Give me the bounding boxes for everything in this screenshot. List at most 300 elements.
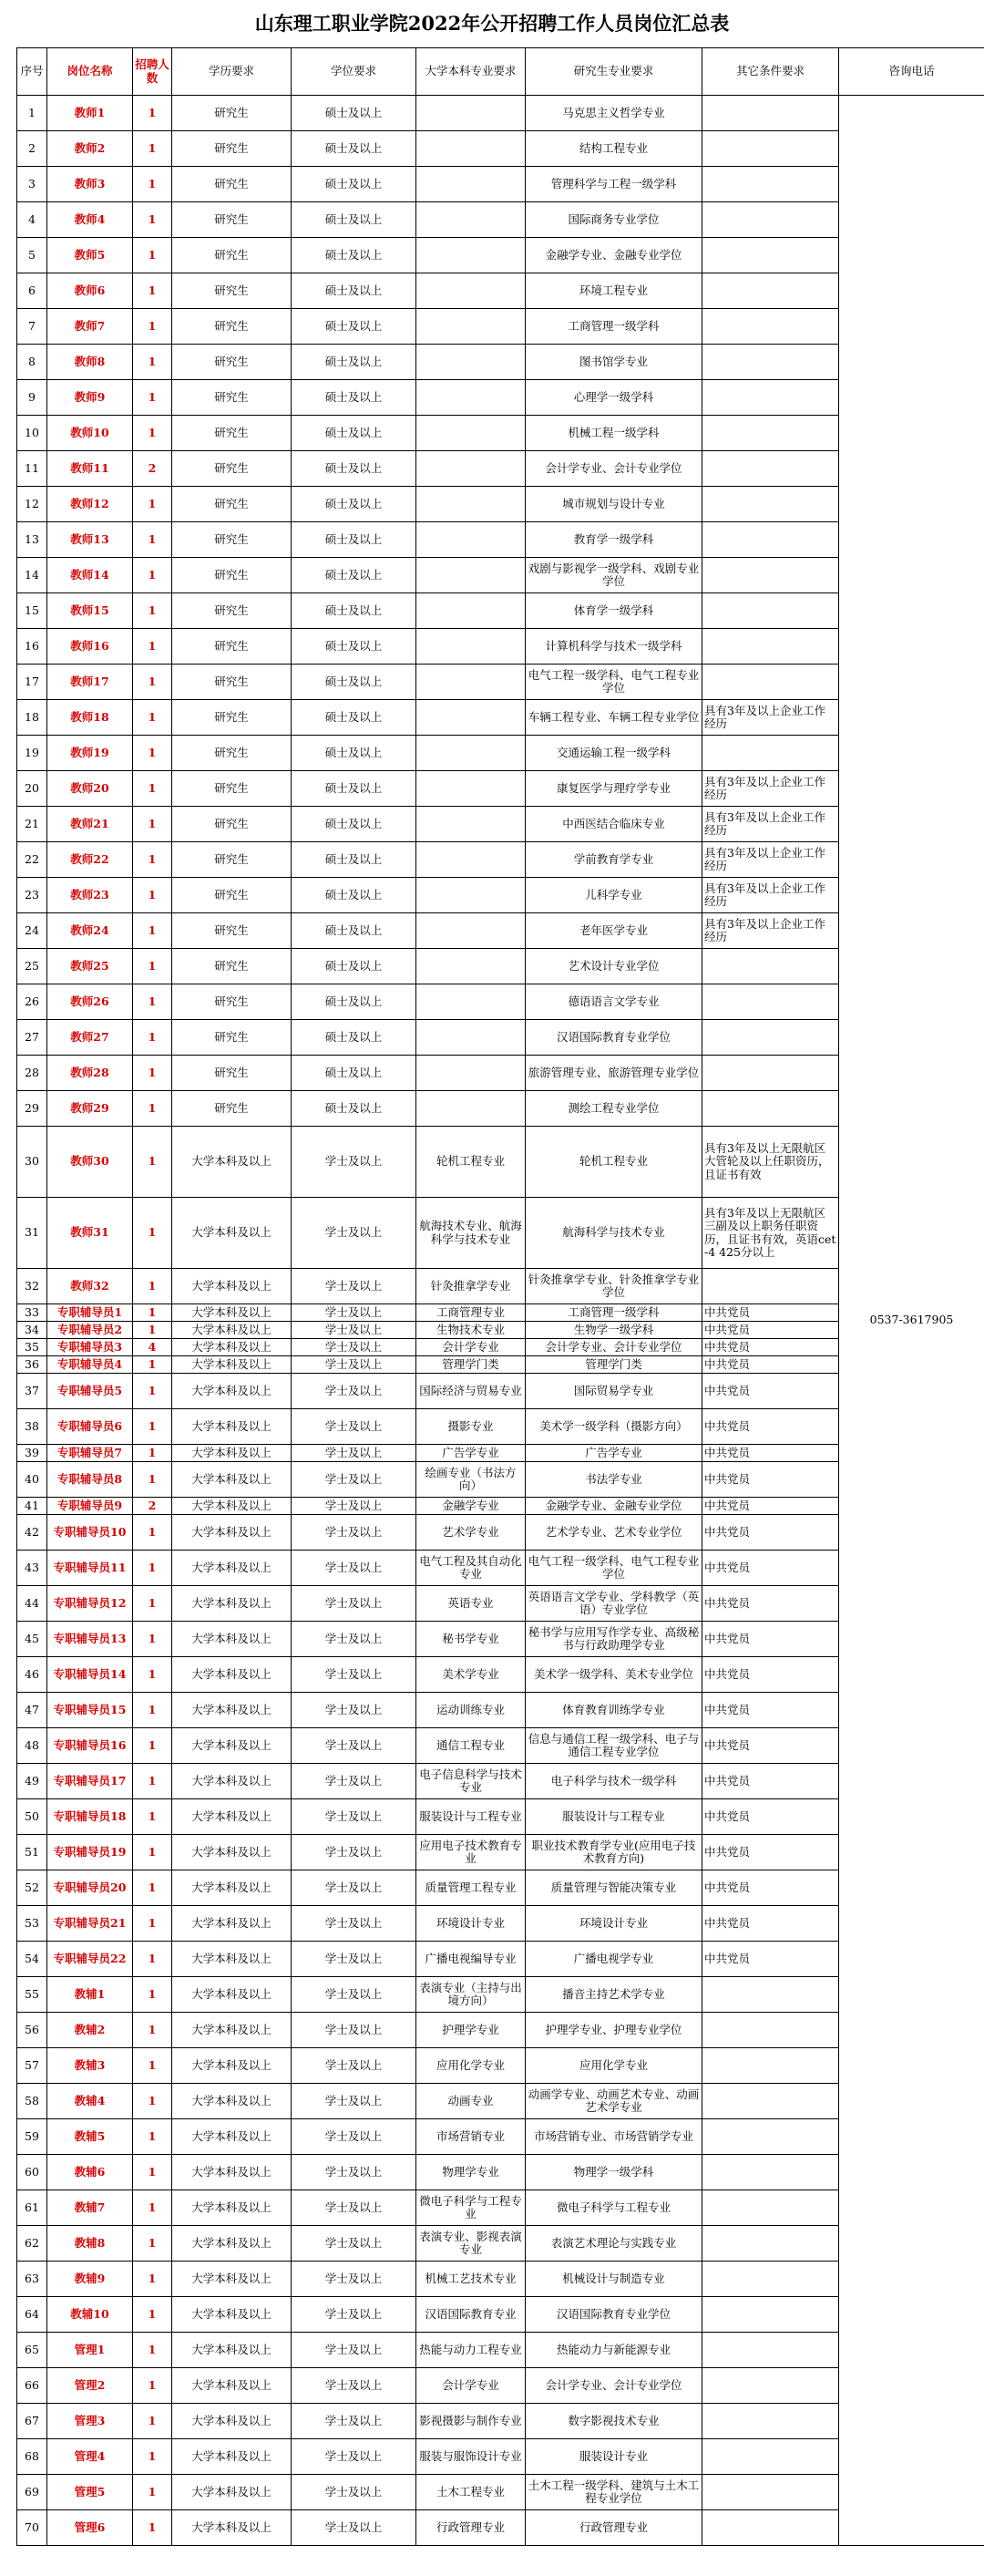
count-cell: 1 <box>133 842 172 878</box>
education-cell: 研究生 <box>172 96 292 131</box>
degree-cell: 硕士及以上 <box>292 558 416 593</box>
position-name-cell: 教辅7 <box>47 2190 133 2226</box>
other-requirements-cell: 中共党员 <box>702 1906 839 1942</box>
education-cell: 大学本科及以上 <box>172 2404 292 2439</box>
count-cell: 1 <box>133 96 172 131</box>
grad-major-cell: 质量管理与智能决策专业 <box>526 1870 702 1906</box>
undergrad-major-cell: 应用电子技术教育专业 <box>416 1835 526 1870</box>
index-cell: 23 <box>17 878 47 913</box>
index-cell: 56 <box>17 2013 47 2048</box>
grad-major-cell: 教育学一级学科 <box>526 522 702 558</box>
other-requirements-cell <box>702 2155 839 2190</box>
degree-cell: 学士及以上 <box>292 1728 416 1764</box>
count-cell: 1 <box>133 1322 172 1339</box>
undergrad-major-cell: 广播电视编导专业 <box>416 1942 526 1977</box>
undergrad-major-cell <box>416 558 526 593</box>
position-name-cell: 教师14 <box>47 558 133 593</box>
education-cell: 大学本科及以上 <box>172 1515 292 1551</box>
count-cell: 1 <box>133 1764 172 1799</box>
position-name-cell: 管理1 <box>47 2333 133 2368</box>
undergrad-major-cell: 汉语国际教育专业 <box>416 2297 526 2333</box>
count-cell: 1 <box>133 202 172 238</box>
count-cell: 2 <box>133 451 172 487</box>
count-cell: 1 <box>133 1657 172 1693</box>
degree-cell: 硕士及以上 <box>292 273 416 309</box>
index-cell: 8 <box>17 345 47 380</box>
count-cell: 1 <box>133 2119 172 2155</box>
education-cell: 研究生 <box>172 665 292 700</box>
undergrad-major-cell: 物理学专业 <box>416 2155 526 2190</box>
page-title: 山东理工职业学院2022年公开招聘工作人员岗位汇总表 <box>254 12 730 35</box>
undergrad-major-cell <box>416 771 526 807</box>
position-name-cell: 教辅1 <box>47 1977 133 2013</box>
undergrad-major-cell: 英语专业 <box>416 1586 526 1622</box>
undergrad-major-cell: 表演专业（主持与出境方向） <box>416 1977 526 2013</box>
count-cell: 1 <box>133 913 172 949</box>
other-requirements-cell <box>702 167 839 202</box>
count-cell: 1 <box>133 807 172 842</box>
grad-major-cell: 微电子科学与工程专业 <box>526 2190 702 2226</box>
grad-major-cell: 德语语言文学专业 <box>526 984 702 1020</box>
education-cell: 大学本科及以上 <box>172 2119 292 2155</box>
grad-major-cell: 书法学专业 <box>526 1462 702 1498</box>
index-cell: 69 <box>17 2475 47 2510</box>
position-name-cell: 专职辅导员16 <box>47 1728 133 1764</box>
undergrad-major-cell: 影视摄影与制作专业 <box>416 2404 526 2439</box>
header-position-name: 岗位名称 <box>47 48 133 96</box>
education-cell: 大学本科及以上 <box>172 2190 292 2226</box>
other-requirements-cell <box>702 522 839 558</box>
count-cell: 1 <box>133 167 172 202</box>
undergrad-major-cell <box>416 522 526 558</box>
education-cell: 研究生 <box>172 1091 292 1127</box>
position-name-cell: 管理2 <box>47 2368 133 2404</box>
other-requirements-cell <box>702 949 839 984</box>
count-cell: 1 <box>133 1304 172 1322</box>
degree-cell: 学士及以上 <box>292 2013 416 2048</box>
grad-major-cell: 会计学专业、会计专业学位 <box>526 451 702 487</box>
grad-major-cell: 测绘工程专业学位 <box>526 1091 702 1127</box>
education-cell: 大学本科及以上 <box>172 1835 292 1870</box>
other-requirements-cell <box>702 487 839 522</box>
other-requirements-cell <box>702 2226 839 2262</box>
position-name-cell: 专职辅导员2 <box>47 1322 133 1339</box>
index-cell: 14 <box>17 558 47 593</box>
education-cell: 大学本科及以上 <box>172 1622 292 1657</box>
grad-major-cell: 秘书学与应用写作学专业、高级秘书与行政助理学专业 <box>526 1622 702 1657</box>
index-cell: 47 <box>17 1693 47 1728</box>
position-name-cell: 管理3 <box>47 2404 133 2439</box>
degree-cell: 硕士及以上 <box>292 878 416 913</box>
index-cell: 55 <box>17 1977 47 2013</box>
degree-cell: 学士及以上 <box>292 2048 416 2084</box>
index-cell: 20 <box>17 771 47 807</box>
grad-major-cell: 英语语言文学专业、学科教学（英语）专业学位 <box>526 1586 702 1622</box>
degree-cell: 学士及以上 <box>292 2226 416 2262</box>
position-name-cell: 专职辅导员9 <box>47 1498 133 1515</box>
other-requirements-cell <box>702 2013 839 2048</box>
grad-major-cell: 管理科学与工程一级学科 <box>526 167 702 202</box>
index-cell: 17 <box>17 665 47 700</box>
index-cell: 60 <box>17 2155 47 2190</box>
count-cell: 1 <box>133 2333 172 2368</box>
education-cell: 大学本科及以上 <box>172 1198 292 1269</box>
undergrad-major-cell: 动画专业 <box>416 2084 526 2119</box>
other-requirements-cell: 中共党员 <box>702 1462 839 1498</box>
education-cell: 大学本科及以上 <box>172 2048 292 2084</box>
education-cell: 大学本科及以上 <box>172 1304 292 1322</box>
education-cell: 研究生 <box>172 558 292 593</box>
education-cell: 研究生 <box>172 451 292 487</box>
count-cell: 1 <box>133 1356 172 1374</box>
position-name-cell: 教师13 <box>47 522 133 558</box>
other-requirements-cell <box>702 380 839 416</box>
degree-cell: 学士及以上 <box>292 2475 416 2510</box>
education-cell: 大学本科及以上 <box>172 2084 292 2119</box>
education-cell: 大学本科及以上 <box>172 1728 292 1764</box>
index-cell: 36 <box>17 1356 47 1374</box>
positions-table <box>16 47 984 2546</box>
grad-major-cell: 旅游管理专业、旅游管理专业学位 <box>526 1056 702 1091</box>
count-cell: 1 <box>133 273 172 309</box>
index-cell: 30 <box>17 1127 47 1198</box>
header-grad-major: 研究生专业要求 <box>526 48 702 96</box>
position-name-cell: 专职辅导员6 <box>47 1409 133 1445</box>
index-cell: 18 <box>17 700 47 736</box>
undergrad-major-cell <box>416 96 526 131</box>
undergrad-major-cell: 服装设计与工程专业 <box>416 1799 526 1835</box>
grad-major-cell: 热能动力与新能源专业 <box>526 2333 702 2368</box>
grad-major-cell: 动画学专业、动画艺术专业、动画艺术学专业 <box>526 2084 702 2119</box>
grad-major-cell: 机械工程一级学科 <box>526 416 702 451</box>
education-cell: 大学本科及以上 <box>172 1906 292 1942</box>
position-name-cell: 教师11 <box>47 451 133 487</box>
degree-cell: 学士及以上 <box>292 1127 416 1198</box>
position-name-cell: 教师12 <box>47 487 133 522</box>
education-cell: 大学本科及以上 <box>172 2475 292 2510</box>
position-name-cell: 教师29 <box>47 1091 133 1127</box>
other-requirements-cell: 具有3年及以上无限航区三副及以上职务任职资历，且证书有效，英语cet-4 425分以上 <box>702 1198 839 1269</box>
grad-major-cell: 心理学一级学科 <box>526 380 702 416</box>
position-name-cell: 教师23 <box>47 878 133 913</box>
degree-cell: 硕士及以上 <box>292 1056 416 1091</box>
education-cell: 大学本科及以上 <box>172 2333 292 2368</box>
undergrad-major-cell: 服装与服饰设计专业 <box>416 2439 526 2475</box>
undergrad-major-cell <box>416 700 526 736</box>
grad-major-cell: 车辆工程专业、车辆工程专业学位 <box>526 700 702 736</box>
grad-major-cell: 工商管理一级学科 <box>526 309 702 345</box>
index-cell: 3 <box>17 167 47 202</box>
grad-major-cell: 体育教育训练学专业 <box>526 1693 702 1728</box>
grad-major-cell: 国际贸易学专业 <box>526 1374 702 1409</box>
degree-cell: 学士及以上 <box>292 1906 416 1942</box>
index-cell: 16 <box>17 629 47 665</box>
count-cell: 1 <box>133 1977 172 2013</box>
index-cell: 58 <box>17 2084 47 2119</box>
index-cell: 57 <box>17 2048 47 2084</box>
grad-major-cell: 体育学一级学科 <box>526 593 702 629</box>
undergrad-major-cell <box>416 593 526 629</box>
other-requirements-cell: 中共党员 <box>702 1728 839 1764</box>
header-degree: 学位要求 <box>292 48 416 96</box>
undergrad-major-cell <box>416 309 526 345</box>
count-cell: 1 <box>133 700 172 736</box>
other-requirements-cell <box>702 2333 839 2368</box>
education-cell: 大学本科及以上 <box>172 1462 292 1498</box>
index-cell: 41 <box>17 1498 47 1515</box>
count-cell: 1 <box>133 771 172 807</box>
position-name-cell: 教师28 <box>47 1056 133 1091</box>
position-name-cell: 教师16 <box>47 629 133 665</box>
undergrad-major-cell: 微电子科学与工程专业 <box>416 2190 526 2226</box>
other-requirements-cell: 中共党员 <box>702 1498 839 1515</box>
degree-cell: 学士及以上 <box>292 1586 416 1622</box>
education-cell: 大学本科及以上 <box>172 1657 292 1693</box>
undergrad-major-cell: 金融学专业 <box>416 1498 526 1515</box>
count-cell: 1 <box>133 1127 172 1198</box>
position-name-cell: 教师18 <box>47 700 133 736</box>
index-cell: 63 <box>17 2262 47 2297</box>
degree-cell: 学士及以上 <box>292 2333 416 2368</box>
education-cell: 大学本科及以上 <box>172 2510 292 2546</box>
index-cell: 65 <box>17 2333 47 2368</box>
count-cell: 1 <box>133 1056 172 1091</box>
count-cell: 1 <box>133 522 172 558</box>
undergrad-major-cell <box>416 1056 526 1091</box>
position-name-cell: 教师5 <box>47 238 133 273</box>
degree-cell: 硕士及以上 <box>292 167 416 202</box>
degree-cell: 学士及以上 <box>292 1551 416 1586</box>
other-requirements-cell <box>702 416 839 451</box>
degree-cell: 学士及以上 <box>292 2439 416 2475</box>
other-requirements-cell: 中共党员 <box>702 1322 839 1339</box>
education-cell: 研究生 <box>172 202 292 238</box>
degree-cell: 硕士及以上 <box>292 665 416 700</box>
grad-major-cell: 结构工程专业 <box>526 131 702 167</box>
education-cell: 大学本科及以上 <box>172 1445 292 1462</box>
education-cell: 研究生 <box>172 345 292 380</box>
grad-major-cell: 艺术设计专业学位 <box>526 949 702 984</box>
grad-major-cell: 管理学门类 <box>526 1356 702 1374</box>
count-cell: 1 <box>133 1870 172 1906</box>
other-requirements-cell <box>702 345 839 380</box>
header-row <box>17 48 984 96</box>
degree-cell: 硕士及以上 <box>292 700 416 736</box>
grad-major-cell: 市场营销专业、市场营销学专业 <box>526 2119 702 2155</box>
count-cell: 1 <box>133 593 172 629</box>
grad-major-cell: 马克思主义哲学专业 <box>526 96 702 131</box>
grad-major-cell: 生物学一级学科 <box>526 1322 702 1339</box>
index-cell: 24 <box>17 913 47 949</box>
undergrad-major-cell: 通信工程专业 <box>416 1728 526 1764</box>
header-other-requirements: 其它条件要求 <box>702 48 839 96</box>
degree-cell: 学士及以上 <box>292 2190 416 2226</box>
undergrad-major-cell <box>416 629 526 665</box>
degree-cell: 硕士及以上 <box>292 1091 416 1127</box>
grad-major-cell: 电气工程一级学科、电气工程专业学位 <box>526 1551 702 1586</box>
degree-cell: 学士及以上 <box>292 1515 416 1551</box>
count-cell: 1 <box>133 345 172 380</box>
degree-cell: 学士及以上 <box>292 1835 416 1870</box>
other-requirements-cell <box>702 558 839 593</box>
education-cell: 研究生 <box>172 416 292 451</box>
undergrad-major-cell: 应用化学专业 <box>416 2048 526 2084</box>
position-name-cell: 专职辅导员4 <box>47 1356 133 1374</box>
other-requirements-cell: 中共党员 <box>702 1551 839 1586</box>
count-cell: 1 <box>133 2048 172 2084</box>
education-cell: 大学本科及以上 <box>172 1764 292 1799</box>
other-requirements-cell <box>702 2190 839 2226</box>
education-cell: 大学本科及以上 <box>172 2013 292 2048</box>
grad-major-cell: 图书馆学专业 <box>526 345 702 380</box>
undergrad-major-cell: 行政管理专业 <box>416 2510 526 2546</box>
grad-major-cell: 轮机工程专业 <box>526 1127 702 1198</box>
degree-cell: 硕士及以上 <box>292 309 416 345</box>
position-name-cell: 教师7 <box>47 309 133 345</box>
degree-cell: 学士及以上 <box>292 1799 416 1835</box>
other-requirements-cell: 中共党员 <box>702 1657 839 1693</box>
education-cell: 研究生 <box>172 629 292 665</box>
index-cell: 50 <box>17 1799 47 1835</box>
other-requirements-cell <box>702 629 839 665</box>
education-cell: 大学本科及以上 <box>172 1409 292 1445</box>
count-cell: 1 <box>133 1020 172 1056</box>
position-name-cell: 专职辅导员14 <box>47 1657 133 1693</box>
position-name-cell: 专职辅导员17 <box>47 1764 133 1799</box>
count-cell: 1 <box>133 1198 172 1269</box>
index-cell: 27 <box>17 1020 47 1056</box>
position-name-cell: 专职辅导员21 <box>47 1906 133 1942</box>
grad-major-cell: 艺术学专业、艺术专业学位 <box>526 1515 702 1551</box>
index-cell: 35 <box>17 1339 47 1356</box>
other-requirements-cell <box>702 2048 839 2084</box>
education-cell: 大学本科及以上 <box>172 1942 292 1977</box>
degree-cell: 学士及以上 <box>292 1622 416 1657</box>
undergrad-major-cell: 美术学专业 <box>416 1657 526 1693</box>
count-cell: 1 <box>133 984 172 1020</box>
index-cell: 66 <box>17 2368 47 2404</box>
position-name-cell: 教辅10 <box>47 2297 133 2333</box>
count-cell: 2 <box>133 1498 172 1515</box>
header-index: 序号 <box>17 48 47 96</box>
undergrad-major-cell <box>416 842 526 878</box>
grad-major-cell: 电气工程一级学科、电气工程专业学位 <box>526 665 702 700</box>
grad-major-cell: 护理学专业、护理专业学位 <box>526 2013 702 2048</box>
count-cell: 1 <box>133 2297 172 2333</box>
undergrad-major-cell <box>416 380 526 416</box>
degree-cell: 学士及以上 <box>292 2262 416 2297</box>
undergrad-major-cell: 轮机工程专业 <box>416 1127 526 1198</box>
count-cell: 1 <box>133 1906 172 1942</box>
count-cell: 1 <box>133 2226 172 2262</box>
count-cell: 1 <box>133 1551 172 1586</box>
other-requirements-cell <box>702 273 839 309</box>
count-cell: 1 <box>133 878 172 913</box>
undergrad-major-cell: 电子信息科学与技术专业 <box>416 1764 526 1799</box>
count-cell: 1 <box>133 1269 172 1304</box>
index-cell: 44 <box>17 1586 47 1622</box>
index-cell: 59 <box>17 2119 47 2155</box>
position-name-cell: 教师4 <box>47 202 133 238</box>
undergrad-major-cell: 土木工程专业 <box>416 2475 526 2510</box>
index-cell: 38 <box>17 1409 47 1445</box>
other-requirements-cell <box>702 2297 839 2333</box>
position-name-cell: 教师15 <box>47 593 133 629</box>
index-cell: 70 <box>17 2510 47 2546</box>
degree-cell: 学士及以上 <box>292 1870 416 1906</box>
undergrad-major-cell: 航海技术专业、航海科学与技术专业 <box>416 1198 526 1269</box>
index-cell: 6 <box>17 273 47 309</box>
undergrad-major-cell: 工商管理专业 <box>416 1304 526 1322</box>
degree-cell: 学士及以上 <box>292 2155 416 2190</box>
education-cell: 大学本科及以上 <box>172 1799 292 1835</box>
undergrad-major-cell: 环境设计专业 <box>416 1906 526 1942</box>
education-cell: 研究生 <box>172 593 292 629</box>
count-cell: 1 <box>133 487 172 522</box>
position-name-cell: 教师10 <box>47 416 133 451</box>
grad-major-cell: 工商管理一级学科 <box>526 1304 702 1322</box>
position-name-cell: 专职辅导员10 <box>47 1515 133 1551</box>
table-row <box>17 96 984 131</box>
undergrad-major-cell <box>416 487 526 522</box>
grad-major-cell: 电子科学与技术一级学科 <box>526 1764 702 1799</box>
index-cell: 13 <box>17 522 47 558</box>
position-name-cell: 教师31 <box>47 1198 133 1269</box>
grad-major-cell: 播音主持艺术学专业 <box>526 1977 702 2013</box>
undergrad-major-cell <box>416 202 526 238</box>
index-cell: 2 <box>17 131 47 167</box>
index-cell: 46 <box>17 1657 47 1693</box>
index-cell: 37 <box>17 1374 47 1409</box>
index-cell: 64 <box>17 2297 47 2333</box>
count-cell: 1 <box>133 1409 172 1445</box>
degree-cell: 学士及以上 <box>292 1339 416 1356</box>
education-cell: 研究生 <box>172 487 292 522</box>
count-cell: 1 <box>133 238 172 273</box>
other-requirements-cell <box>702 2084 839 2119</box>
position-name-cell: 专职辅导员5 <box>47 1374 133 1409</box>
position-name-cell: 教辅3 <box>47 2048 133 2084</box>
count-cell: 1 <box>133 1799 172 1835</box>
degree-cell: 硕士及以上 <box>292 949 416 984</box>
position-name-cell: 专职辅导员1 <box>47 1304 133 1322</box>
count-cell: 1 <box>133 2155 172 2190</box>
degree-cell: 学士及以上 <box>292 1322 416 1339</box>
other-requirements-cell: 中共党员 <box>702 1942 839 1977</box>
count-cell: 1 <box>133 1091 172 1127</box>
education-cell: 研究生 <box>172 309 292 345</box>
degree-cell: 学士及以上 <box>292 1409 416 1445</box>
other-requirements-cell: 中共党员 <box>702 1445 839 1462</box>
index-cell: 67 <box>17 2404 47 2439</box>
degree-cell: 学士及以上 <box>292 1269 416 1304</box>
degree-cell: 学士及以上 <box>292 2368 416 2404</box>
count-cell: 1 <box>133 2190 172 2226</box>
education-cell: 大学本科及以上 <box>172 1870 292 1906</box>
education-cell: 研究生 <box>172 273 292 309</box>
grad-major-cell: 广告学专业 <box>526 1445 702 1462</box>
degree-cell: 硕士及以上 <box>292 771 416 807</box>
count-cell: 1 <box>133 2475 172 2510</box>
count-cell: 1 <box>133 131 172 167</box>
undergrad-major-cell: 摄影专业 <box>416 1409 526 1445</box>
education-cell: 大学本科及以上 <box>172 2226 292 2262</box>
index-cell: 51 <box>17 1835 47 1870</box>
grad-major-cell: 中西医结合临床专业 <box>526 807 702 842</box>
undergrad-major-cell <box>416 949 526 984</box>
other-requirements-cell: 中共党员 <box>702 1409 839 1445</box>
position-name-cell: 教师27 <box>47 1020 133 1056</box>
